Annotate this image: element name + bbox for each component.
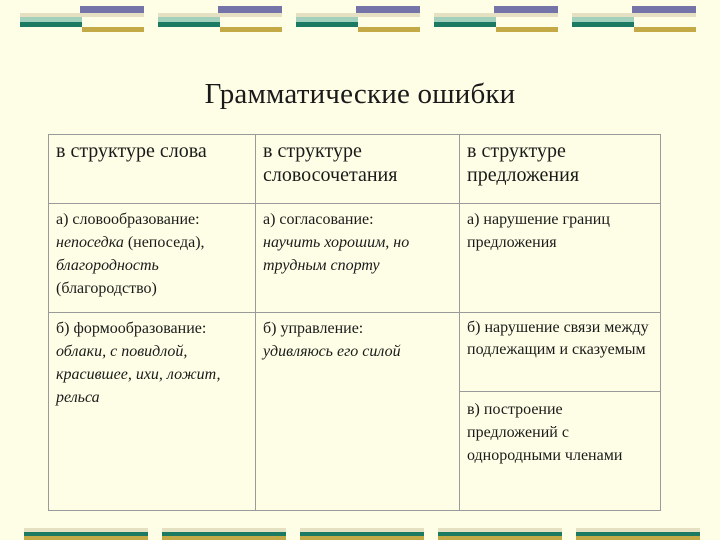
word-a-example-1-note: (непоседа), xyxy=(123,234,205,251)
stripe xyxy=(358,27,420,32)
sentence-cell-c xyxy=(460,392,661,511)
stripe xyxy=(356,6,420,13)
stripe xyxy=(572,22,634,27)
table-row xyxy=(49,313,661,392)
phrase-b-label: б) управление: xyxy=(263,320,364,337)
table-row xyxy=(49,204,661,313)
stripe xyxy=(434,22,496,27)
stripe xyxy=(496,27,558,32)
phrase-cell-b xyxy=(256,313,460,511)
stripe-block xyxy=(24,528,148,540)
stripe-block xyxy=(162,528,286,540)
phrase-a-label: а) согласование: xyxy=(263,211,374,228)
stripe xyxy=(438,536,562,540)
stripe-block xyxy=(572,6,696,32)
stripe-block xyxy=(576,528,700,540)
word-a-example-2: благородность xyxy=(56,257,159,274)
word-a-example-1: непоседка xyxy=(56,234,124,251)
word-cell-b xyxy=(49,313,256,511)
phrase-cell-a xyxy=(256,204,460,313)
word-a-label: а) словообразование: xyxy=(56,211,200,228)
stripe xyxy=(576,536,700,540)
stripe xyxy=(162,536,286,540)
stripe xyxy=(80,6,144,13)
phrase-b-example: удивляюсь его силой xyxy=(263,343,401,360)
stripe xyxy=(24,536,148,540)
header-row xyxy=(49,135,661,204)
stripe xyxy=(296,22,358,27)
stripe-block xyxy=(20,6,144,32)
stripe xyxy=(218,6,282,13)
stripe xyxy=(82,27,144,32)
header-cell-word: в структуре слова xyxy=(49,135,256,204)
stripe xyxy=(158,22,220,27)
stripe xyxy=(20,22,82,27)
header-cell-phrase: в структуре словосочетания xyxy=(256,135,460,204)
stripe-block xyxy=(434,6,558,32)
sentence-cell-a xyxy=(460,204,661,313)
bottom-decorative-band xyxy=(0,528,720,540)
stripe-block xyxy=(300,528,424,540)
stripe-block xyxy=(158,6,282,32)
stripe xyxy=(220,27,282,32)
header-cell-sentence: в структуре предложения xyxy=(460,135,661,204)
stripe-block xyxy=(296,6,420,32)
stripe xyxy=(300,536,424,540)
stripe xyxy=(632,6,696,13)
sentence-a-text: а) нарушение границ предложения xyxy=(467,211,610,251)
stripe xyxy=(634,27,696,32)
word-a-example-2-note: (благородство) xyxy=(56,280,157,297)
sentence-b-text: б) нарушение связи между подлежащим и сказуемым xyxy=(467,319,649,358)
word-cell-a xyxy=(49,204,256,313)
sentence-c-text: в) построение предложений с однородными членами xyxy=(467,401,623,464)
top-decorative-band xyxy=(0,4,720,34)
phrase-a-example: научить хорошим, но трудным спорту xyxy=(263,234,410,274)
slide-title: Грамматические ошибки xyxy=(204,78,516,110)
word-b-examples: облаки, с повидлой, красившее, ихи, ложит, рельса xyxy=(56,343,221,406)
stripe-block xyxy=(438,528,562,540)
errors-table xyxy=(48,134,661,511)
stripe xyxy=(494,6,558,13)
sentence-cell-b xyxy=(460,313,661,392)
word-b-label: б) формообразование: xyxy=(56,320,207,337)
